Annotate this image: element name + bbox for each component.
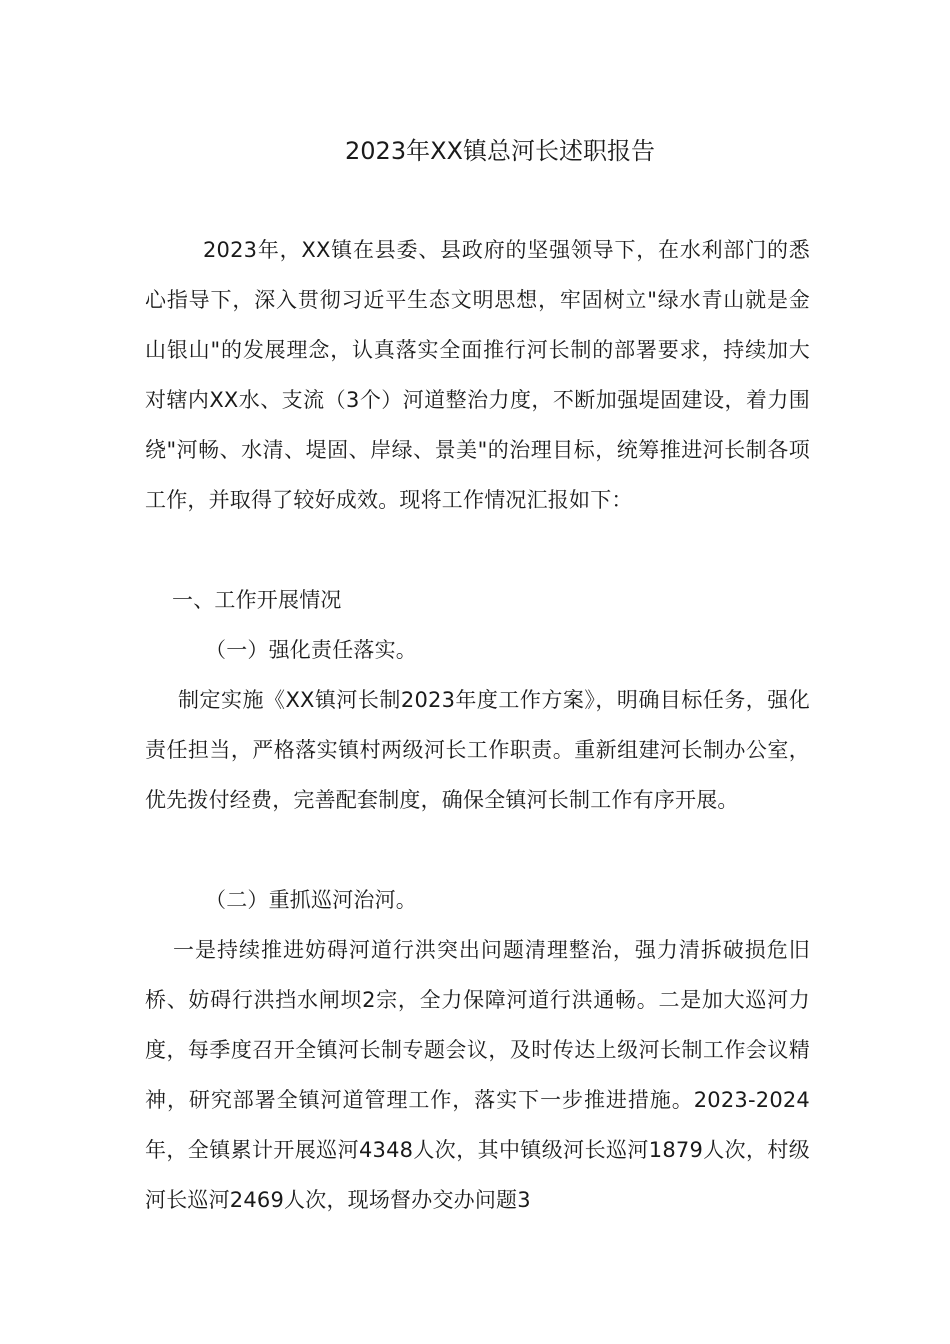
responsibility-paragraph: 制定实施《XX镇河长制2023年度工作方案》，明确目标任务，强化责任担当，严格落实镇村两级河长工作职责。重新组建河长制办公室，优先拨付经费，完善配套制度，确保全镇河长制工作有序开展。 — [145, 688, 810, 812]
section-heading-work: 一、工作开展情况 — [172, 588, 342, 612]
subsection-heading-responsibility: （一）强化责任落实。 — [205, 638, 417, 662]
intro-paragraph: 2023年，XX镇在县委、县政府的坚强领导下，在水利部门的悉心指导下，深入贯彻习近平生态文明思想，牢固树立"绿水青山就是金山银山"的发展理念，认真落实全面推行河长制的部署要求，持续加大对辖内XX水、支流（3个）河道整治力度，不断加强堤固建设，着力围绕"河畅、水清、堤固、岸绿、景美"的治理目标，统筹推进河长制各项工作，并取得了较好成效。现将工作情况汇报如下： — [145, 238, 810, 512]
page-title: 2023年XX镇总河长述职报告 — [345, 137, 655, 165]
subsection-heading-patrol: （二）重抓巡河治河。 — [205, 888, 417, 912]
patrol-paragraph: 一是持续推进妨碍河道行洪突出问题清理整治，强力清拆破损危旧桥、妨碍行洪挡水闸坝2宗，全力保障河道行洪通畅。二是加大巡河力度，每季度召开全镇河长制专题会议，及时传达上级河长制工作会议精神，研究部署全镇河道管理工作，落实下一步推进措施。2023-2024年，全镇累计开展巡河4348人次，其中镇级河长巡河1879人次，村级河长巡河2469人次，现场督办交办问题3 — [145, 938, 810, 1212]
